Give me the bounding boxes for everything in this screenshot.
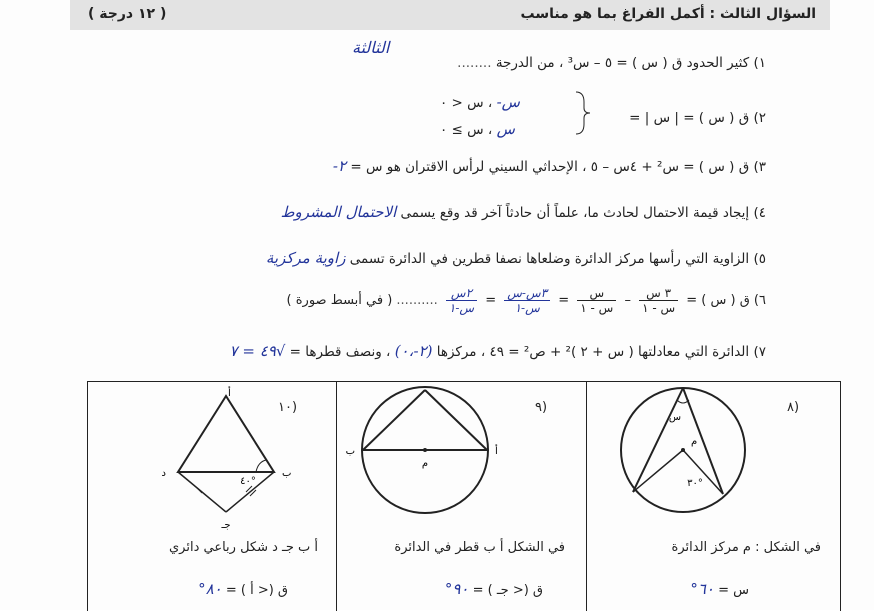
fig9-label-a: أ bbox=[495, 446, 498, 457]
q5-answer: زاوية مركزية bbox=[265, 249, 346, 267]
q2-case1-answer: س- bbox=[496, 93, 520, 111]
q6-prefix: ٦) ق ( س ) = bbox=[686, 293, 766, 308]
fig10-label-c: جـ bbox=[221, 520, 231, 531]
q6-equals-1: = bbox=[558, 293, 570, 308]
q3-answer: ٢- bbox=[332, 157, 347, 175]
fig10-label-b: ب bbox=[282, 468, 292, 479]
fig10-label-a: أ bbox=[228, 388, 231, 399]
q7-text: ٧) الدائرة التي معادلتها ( س + ٢ )² + ص² = ٤٩ ، مركزها bbox=[436, 344, 766, 360]
q4-text: ٤) إيجاد قيمة الاحتمال لحادث ما، علماً أن حادثاً آخر قد وقع يسمى bbox=[400, 205, 766, 221]
fig8-angle-label: ٣٠° bbox=[687, 478, 703, 489]
q2-prefix: ٢) ق ( س ) = | س | = bbox=[629, 110, 766, 126]
fig10-answer-prefix: ق (< أ ) = bbox=[225, 583, 288, 598]
q4-answer: الاحتمال المشروط bbox=[280, 203, 397, 221]
figure-8-answer bbox=[690, 580, 749, 598]
figure-8-circle bbox=[587, 382, 841, 542]
q2-case-1 bbox=[440, 93, 520, 111]
figure-9-circle bbox=[337, 382, 587, 542]
figure-10-cell bbox=[88, 382, 336, 611]
q6-equals-2: = bbox=[485, 293, 497, 308]
figure-8-cell bbox=[586, 382, 841, 611]
question-header bbox=[70, 0, 830, 30]
question-3 bbox=[333, 157, 766, 175]
figure-8-number: (٨ bbox=[787, 400, 800, 415]
figure-9-answer bbox=[445, 580, 543, 598]
fig10-angle-label: ٤٠° bbox=[240, 476, 256, 487]
fig8-answer-value: ٦٠° bbox=[690, 580, 714, 598]
question-7 bbox=[230, 342, 766, 360]
question-marks: ( ١٢ درجة ) bbox=[88, 6, 167, 22]
q2-case2-answer: س bbox=[496, 120, 515, 138]
fig10-answer-value: ٨٠° bbox=[198, 580, 222, 598]
q6-minus: – bbox=[624, 293, 631, 308]
q7-radius-answer: √٤٩ = ٧ bbox=[229, 342, 286, 360]
question-6: ٦) ق ( س ) = $\frac{\text{٣ س}}{\text{س - ١}}$ – $\frac{\text{س}}{\text{س - ١}}$ = $\frac{\text{٣س-س}}{\text{س-١}}$ = $\frac{\text{٢س}}{\text{س-١}}$ .......... ( في أبسط صورة ) bbox=[286, 286, 766, 315]
figure-10-quadrilateral bbox=[88, 382, 336, 542]
fig8-label-s: س bbox=[668, 412, 682, 423]
figures-table bbox=[87, 381, 841, 611]
fig8-label-m: م bbox=[691, 436, 698, 447]
question-title: السؤال الثالث : أكمل الفراغ بما هو مناسب bbox=[520, 6, 816, 22]
q1-answer: الثالثة bbox=[352, 38, 390, 57]
fig9-label-m: م bbox=[421, 458, 429, 469]
q1-text: ١) كثير الحدود ق ( س ) = ٥ – س³ ، من الدرجة bbox=[495, 55, 766, 71]
figure-8-caption: في الشكل : م مركز الدائرة bbox=[671, 540, 821, 555]
question-1 bbox=[457, 55, 766, 71]
q6-a1-den: س-١ bbox=[514, 301, 540, 315]
q6-a1-num: ٣س-س bbox=[504, 286, 550, 301]
q1-dots: ........ bbox=[457, 55, 492, 71]
figure-10-number: (١٠ bbox=[278, 400, 298, 415]
fig9-answer-value: ٩٠° bbox=[444, 580, 469, 598]
figure-9-cell bbox=[336, 382, 587, 611]
q6-suffix: ( في أبسط صورة ) bbox=[286, 293, 393, 308]
q6-f2-num: س bbox=[577, 286, 616, 301]
q6-fraction-1 bbox=[639, 286, 678, 315]
figure-10-answer bbox=[198, 580, 288, 598]
q6-answer-fraction-2 bbox=[446, 286, 477, 315]
question-2 bbox=[629, 110, 766, 126]
figure-10-caption: أ ب جـ د شكل رباعي دائري bbox=[168, 540, 318, 555]
figure-9-caption: في الشكل أ ب قطر في الدائرة bbox=[394, 540, 565, 555]
q2-brace bbox=[574, 88, 594, 138]
q7-radius-text: ، ونصف قطرها = bbox=[289, 344, 391, 360]
q2-case1-cond: ، س < ٠ bbox=[440, 95, 493, 111]
q6-f1-den: س - ١ bbox=[642, 301, 676, 315]
fig10-label-d: د bbox=[161, 468, 166, 479]
q6-answer-fraction-1 bbox=[504, 286, 550, 315]
question-5 bbox=[266, 249, 766, 267]
q6-f2-den: س - ١ bbox=[580, 301, 614, 315]
q3-text: ٣) ق ( س ) = س² + ٤س – ٥ ، الإحداثي السيني لرأس الاقتران هو س = bbox=[350, 159, 766, 175]
q2-case-2 bbox=[440, 120, 515, 138]
q6-a2-num: ٢س bbox=[446, 286, 477, 301]
q6-fraction-2 bbox=[577, 286, 616, 315]
fig9-answer-prefix: ق (< جـ ) = bbox=[472, 583, 543, 598]
q7-center-answer: (٢-،٠) bbox=[394, 342, 433, 360]
q6-a2-den: س-١ bbox=[448, 301, 475, 315]
fig9-label-b: ب bbox=[345, 446, 355, 457]
q6-f1-num: ٣ س bbox=[639, 286, 678, 301]
question-4 bbox=[281, 203, 766, 221]
q5-text: ٥) الزاوية التي رأسها مركز الدائرة وضلعاها نصفا قطرين في الدائرة تسمى bbox=[349, 251, 766, 267]
fig8-answer-prefix: س = bbox=[718, 583, 749, 598]
figure-9-number: (٩ bbox=[535, 400, 548, 415]
q2-case2-cond: ، س ≥ ٠ bbox=[440, 122, 493, 138]
